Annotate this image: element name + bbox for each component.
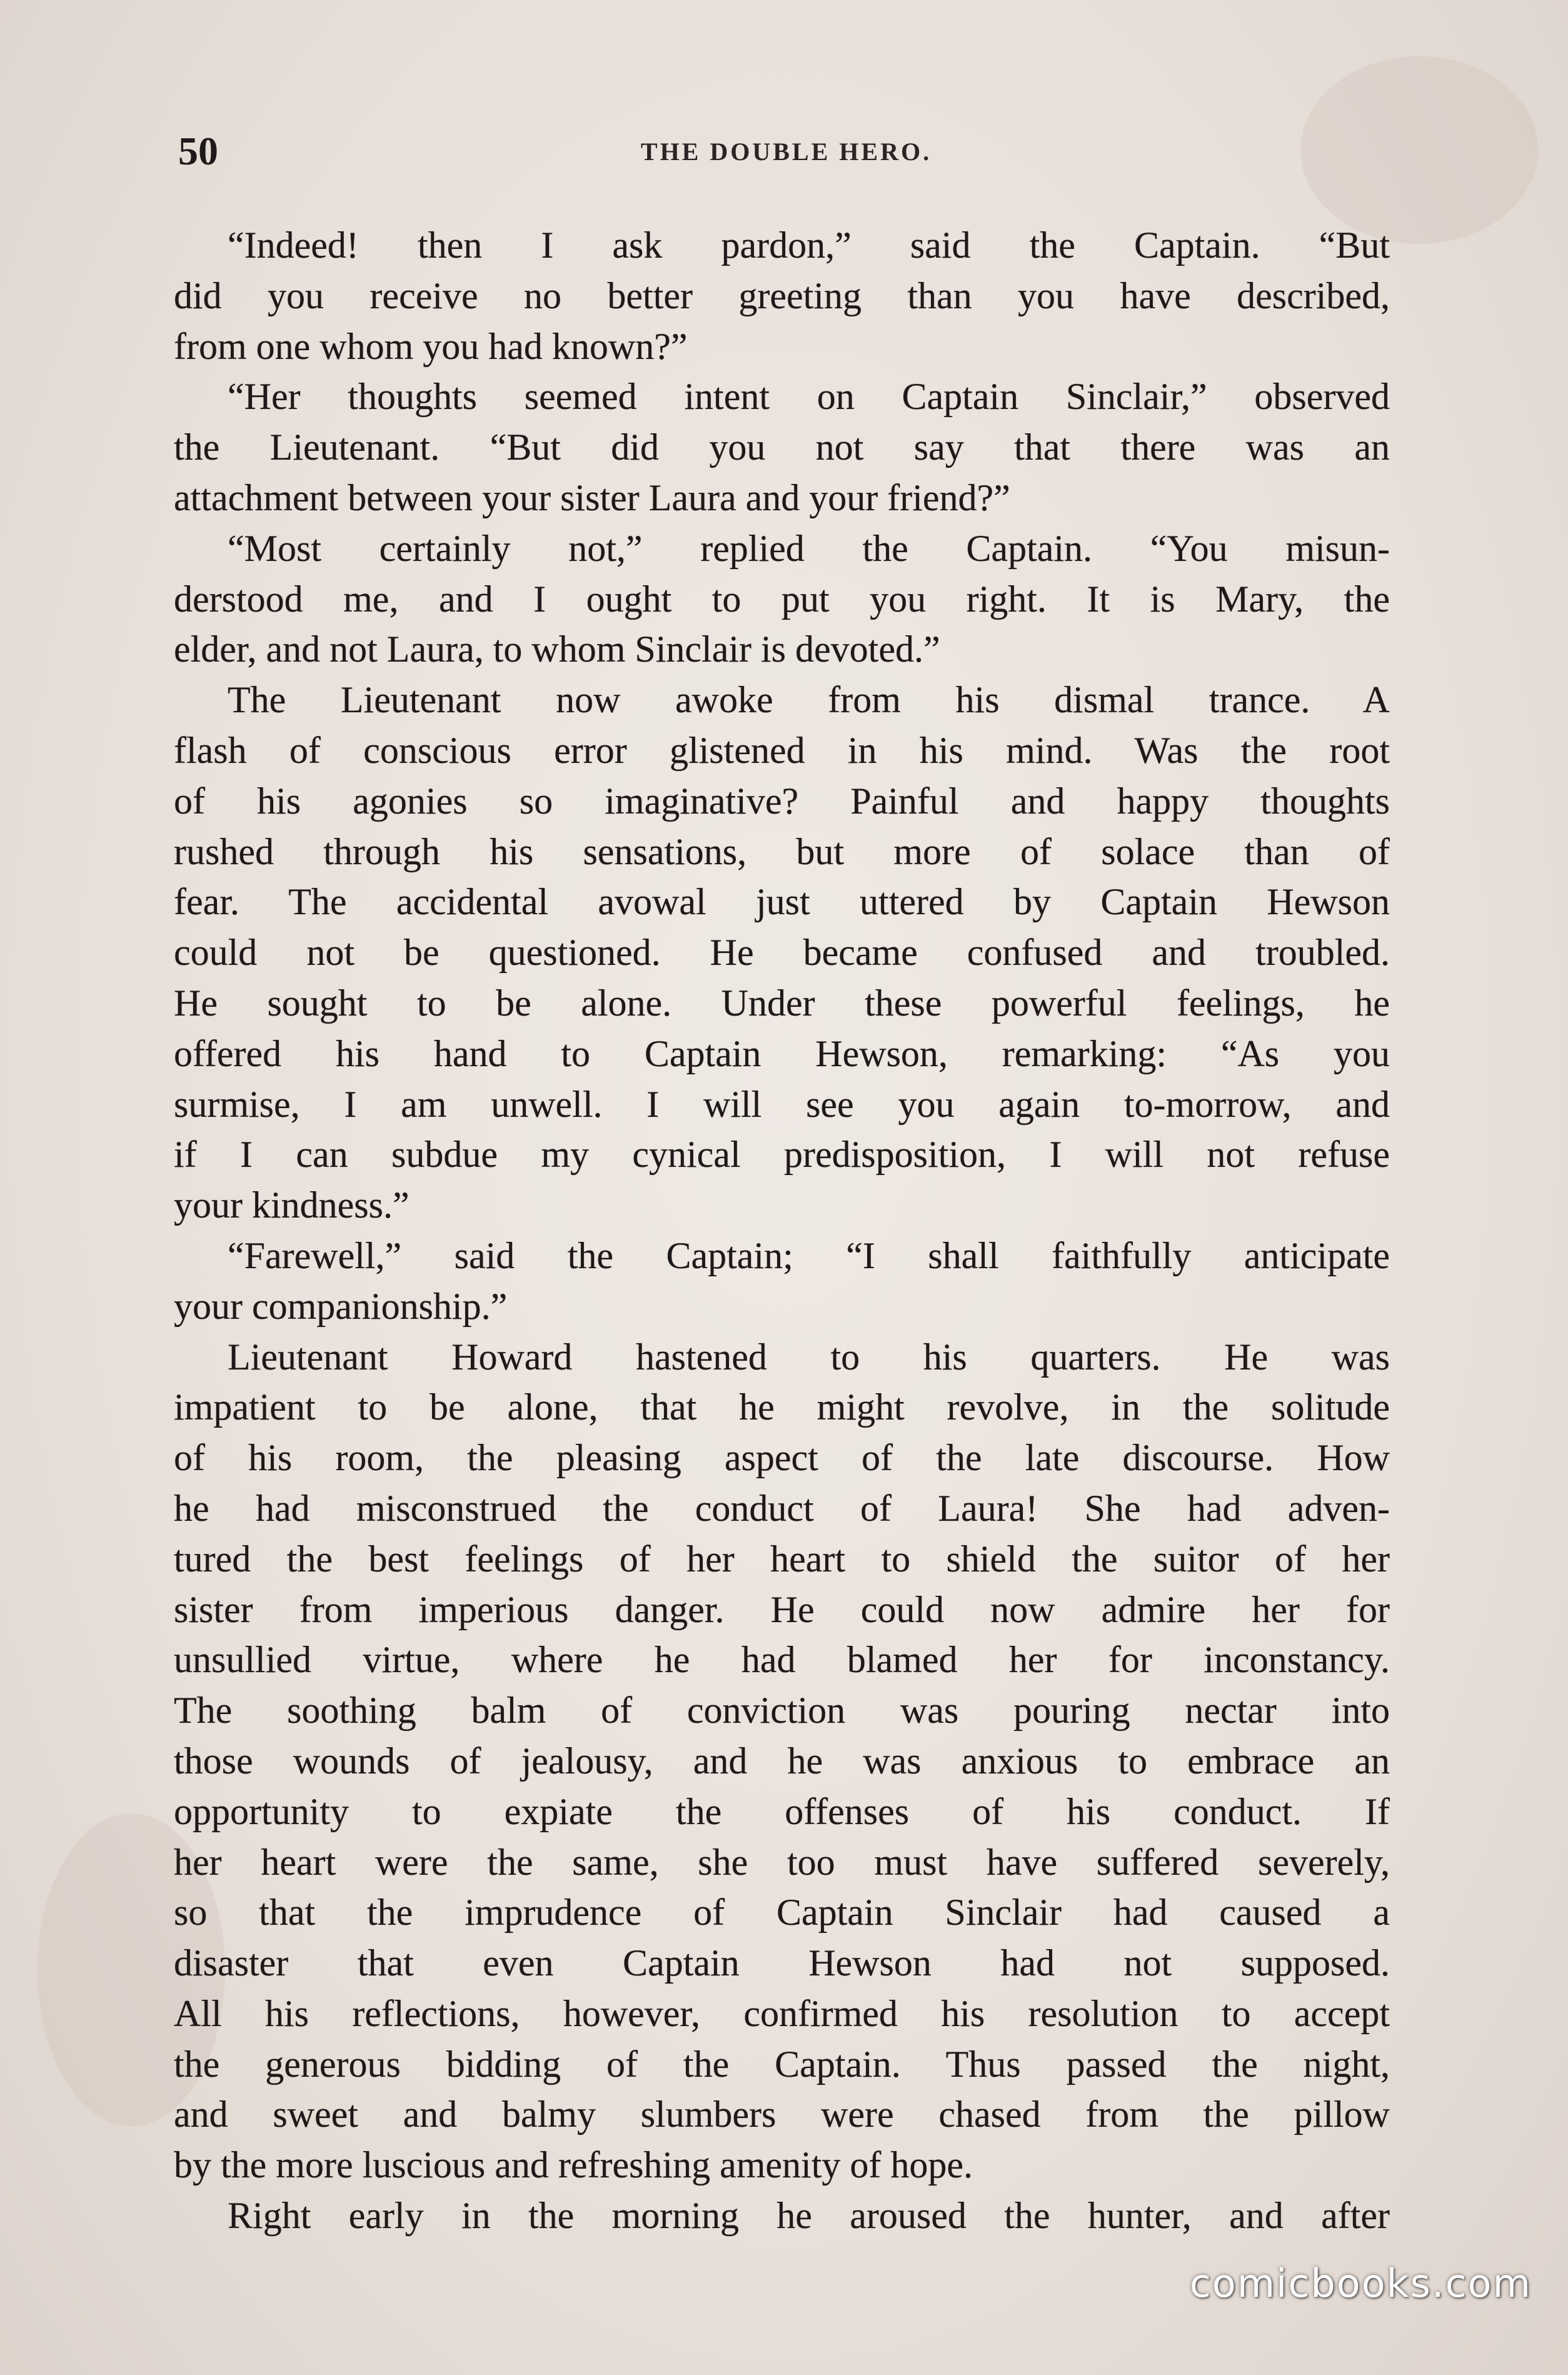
page-number: 50 bbox=[178, 129, 218, 173]
text-line: your companionship.” bbox=[174, 1285, 508, 1327]
text-line: of his agonies so imaginative? Painful and happy thoughts bbox=[174, 780, 1390, 822]
running-title: THE DOUBLE HERO. bbox=[640, 138, 932, 166]
body-text bbox=[174, 220, 1390, 2241]
text-line: “Indeed! then I ask pardon,” said the Captain. “But bbox=[228, 224, 1390, 266]
text-line: Right early in the morning he aroused the hunter, and after bbox=[228, 2195, 1390, 2237]
text-line: surmise, I am unwell. I will see you again to-morrow, and bbox=[174, 1083, 1390, 1125]
text-line: “Most certainly not,” replied the Captain. “You misun- bbox=[228, 527, 1390, 569]
text-line: unsullied virtue, where he had blamed her for inconstancy. bbox=[174, 1639, 1390, 1681]
text-line: and sweet and balmy slumbers were chased from the pillow bbox=[174, 2094, 1390, 2135]
text-line: elder, and not Laura, to whom Sinclair is devoted.” bbox=[174, 628, 940, 670]
text-line: impatient to be alone, that he might revolve, in the solitude bbox=[174, 1386, 1390, 1428]
text-line: the generous bidding of the Captain. Thus passed the night, bbox=[174, 2043, 1390, 2085]
text-line: “Farewell,” said the Captain; “I shall faithfully anticipate bbox=[228, 1234, 1390, 1276]
text-line: attachment between your sister Laura and your friend?” bbox=[174, 477, 1010, 518]
text-line: her heart were the same, she too must have suffered severely, bbox=[174, 1841, 1390, 1883]
text-line: “Her thoughts seemed intent on Captain Sinclair,” observed bbox=[228, 376, 1390, 418]
text-line: The Lieutenant now awoke from his dismal trance. A bbox=[228, 679, 1390, 721]
text-line: so that the imprudence of Captain Sinclair had caused a bbox=[174, 1892, 1390, 1934]
text-line: The soothing balm of conviction was pouring nectar into bbox=[174, 1690, 1390, 1732]
text-line: tured the best feelings of her heart to shield the suitor of her bbox=[174, 1538, 1390, 1580]
text-line: those wounds of jealousy, and he was anxious to embrace an bbox=[174, 1740, 1390, 1782]
text-line: rushed through his sensations, but more of solace than of bbox=[174, 830, 1390, 872]
text-line: He sought to be alone. Under these powerful feelings, he bbox=[174, 982, 1390, 1024]
text-line: your kindness.” bbox=[174, 1184, 410, 1226]
text-line: Lieutenant Howard hastened to his quarters. He was bbox=[228, 1336, 1390, 1378]
text-line: offered his hand to Captain Hewson, remarking: “As you bbox=[174, 1032, 1390, 1074]
text-line: the Lieutenant. “But did you not say that there was an bbox=[174, 426, 1390, 468]
text-line: from one whom you had known?” bbox=[174, 325, 688, 367]
text-line: flash of conscious error glistened in his mind. Was the root bbox=[174, 729, 1390, 771]
text-line: if I can subdue my cynical predisposition, I will not refuse bbox=[174, 1134, 1390, 1176]
text-line: sister from imperious danger. He could now admire her for bbox=[174, 1588, 1390, 1630]
text-line: by the more luscious and refreshing amenity of hope. bbox=[174, 2144, 973, 2186]
text-line: derstood me, and I ought to put you right. It is Mary, the bbox=[174, 578, 1390, 620]
text-line: of his room, the pleasing aspect of the late discourse. How bbox=[174, 1437, 1390, 1479]
text-line: could not be questioned. He became confused and troubled. bbox=[174, 932, 1390, 974]
text-line: All his reflections, however, confirmed his resolution to accept bbox=[174, 1992, 1390, 2034]
text-line: opportunity to expiate the offenses of his conduct. If bbox=[174, 1790, 1390, 1832]
text-line: did you receive no better greeting than you have described, bbox=[174, 275, 1390, 316]
text-line: he had misconstrued the conduct of Laura! She had adven- bbox=[174, 1487, 1390, 1529]
watermark: comicbooks.com bbox=[1189, 2261, 1532, 2306]
text-line: fear. The accidental avowal just uttered by Captain Hewson bbox=[174, 881, 1390, 923]
text-line: disaster that even Captain Hewson had not supposed. bbox=[174, 1942, 1390, 1984]
page-header bbox=[178, 128, 1394, 178]
